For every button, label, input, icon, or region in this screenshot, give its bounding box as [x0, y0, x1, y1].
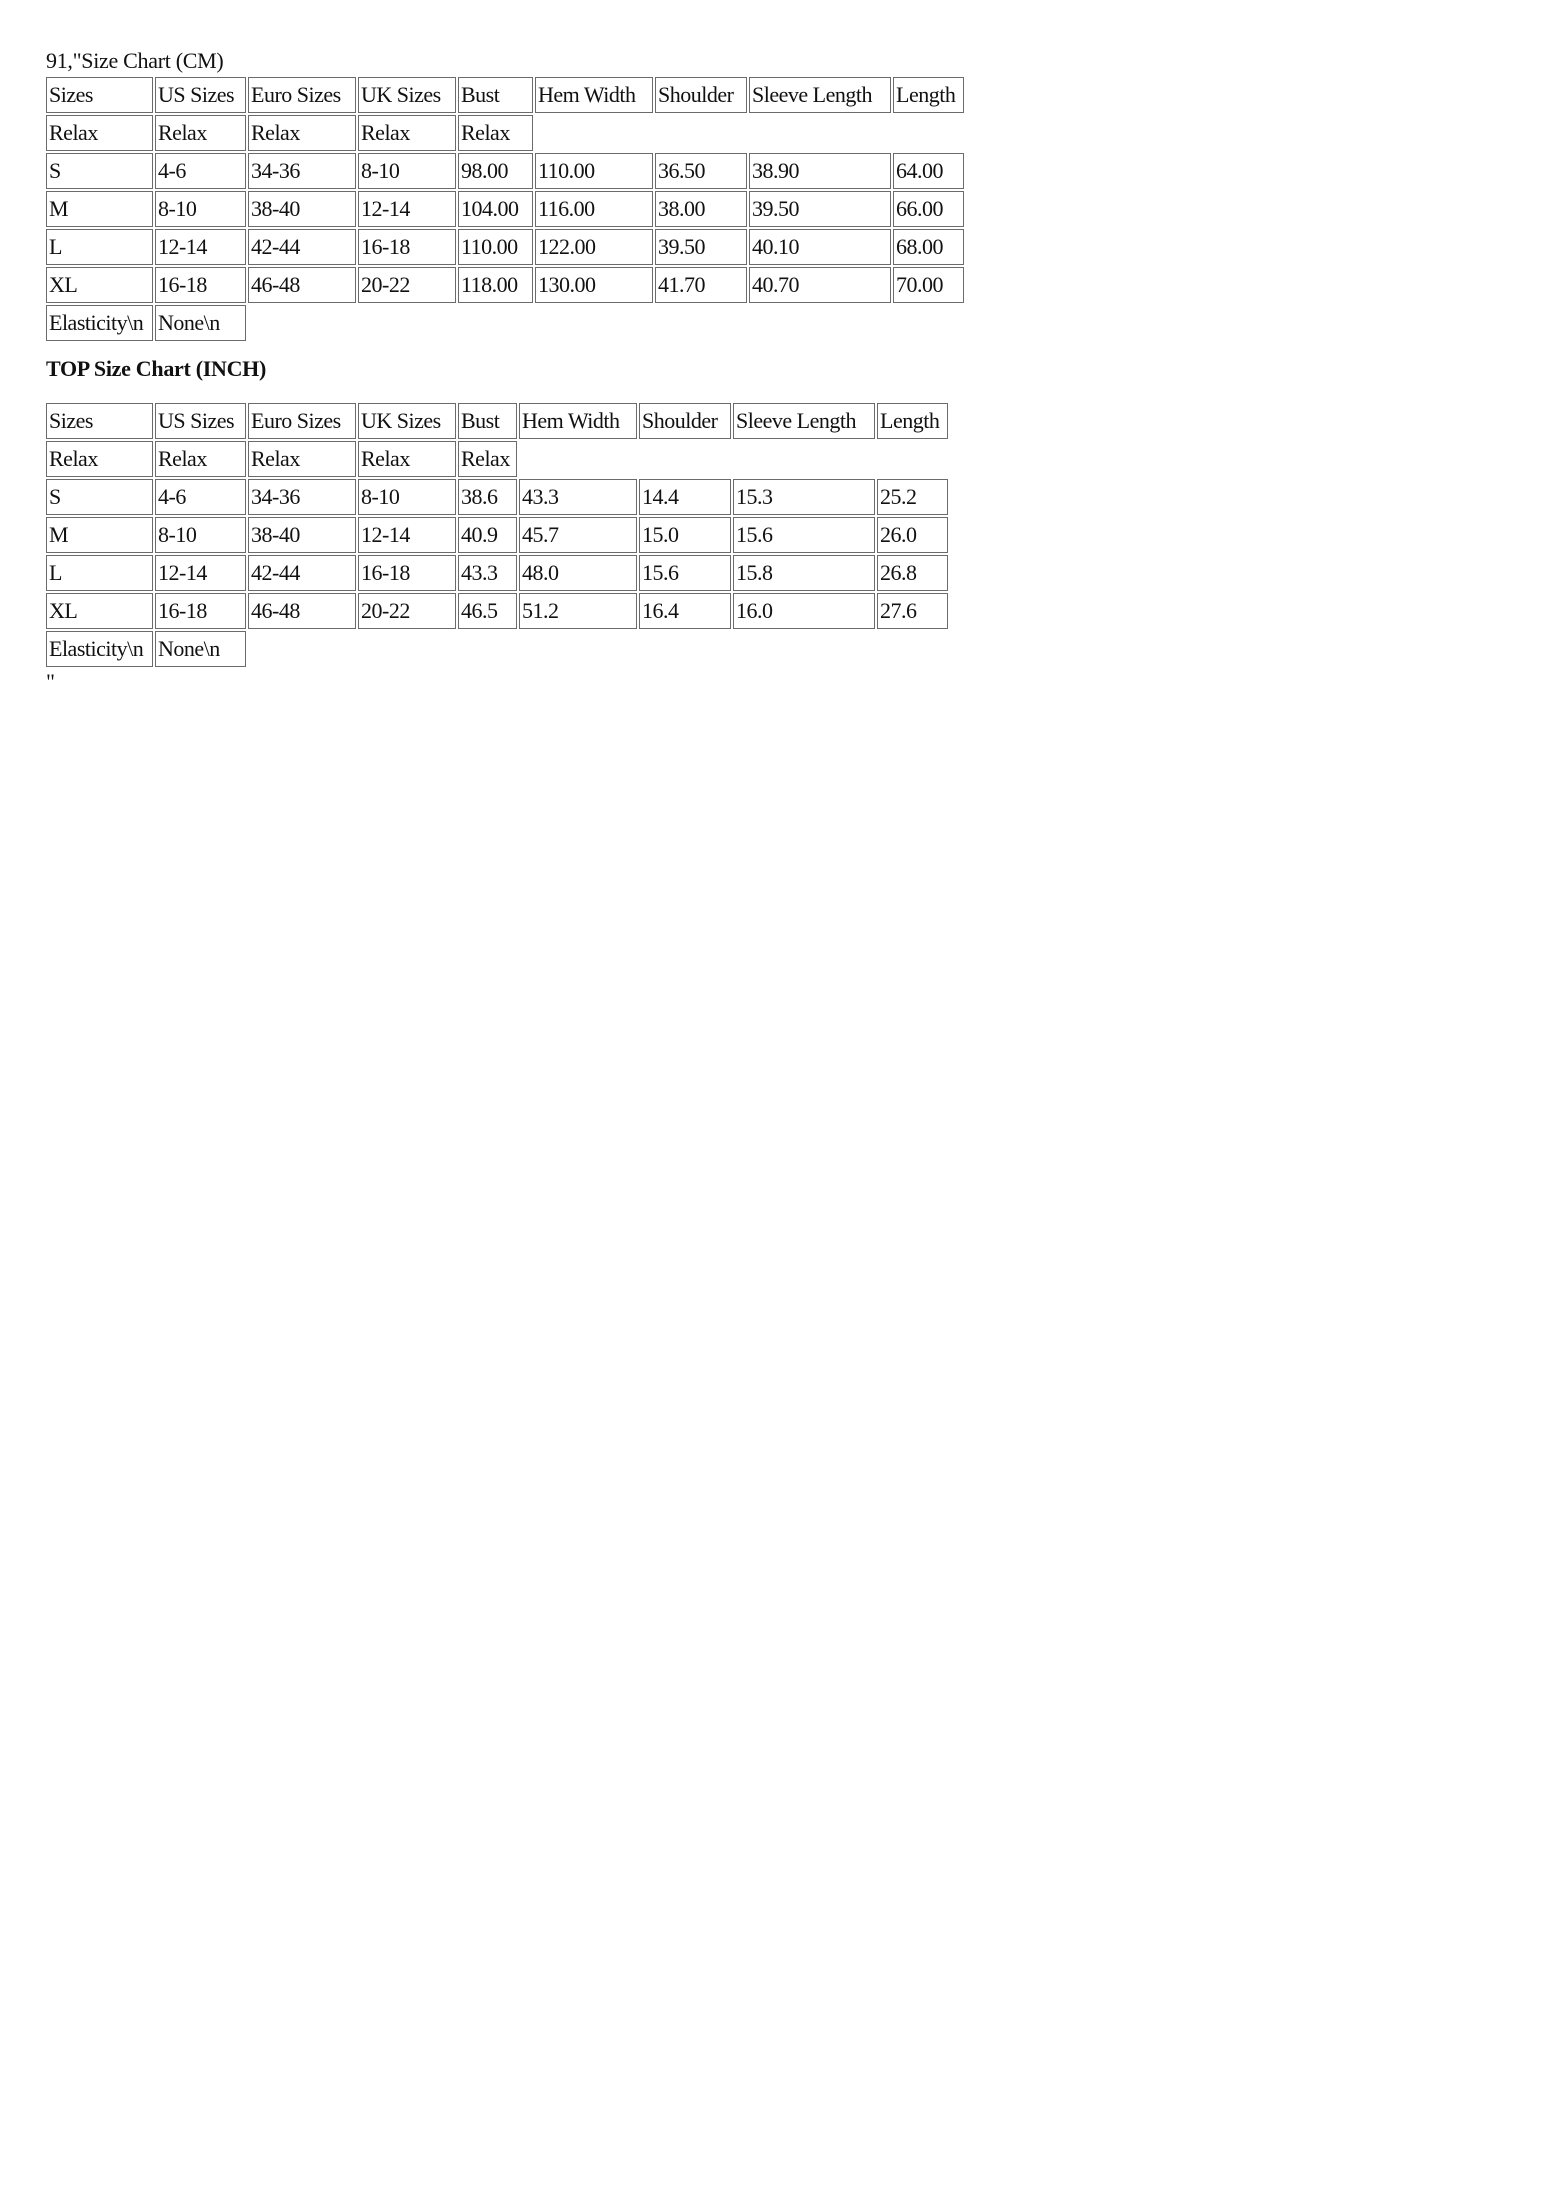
table-cell: Relax — [358, 441, 456, 477]
table-cell: 16.0 — [733, 593, 875, 629]
table-cell: 36.50 — [655, 153, 747, 189]
table-cell: Shoulder — [655, 77, 747, 113]
empty-cell — [749, 305, 891, 341]
table-cell: 34-36 — [248, 479, 356, 515]
size-chart-document — [46, 47, 1046, 693]
table-cell: 8-10 — [358, 479, 456, 515]
table-cell: US Sizes — [155, 77, 246, 113]
table-cell: S — [46, 479, 153, 515]
table-cell: Sizes — [46, 403, 153, 439]
table-row — [46, 479, 948, 515]
table-cell: Relax — [458, 441, 517, 477]
table-cell: Elasticity\n — [46, 305, 153, 341]
table-cell: 48.0 — [519, 555, 637, 591]
table-cell: 16-18 — [155, 593, 246, 629]
table-cell: 42-44 — [248, 229, 356, 265]
empty-cell — [535, 305, 653, 341]
inch-size-table — [44, 401, 950, 669]
relax-row — [46, 441, 948, 477]
table-cell: 116.00 — [535, 191, 653, 227]
empty-cell — [535, 115, 653, 151]
empty-cell — [893, 305, 964, 341]
table-row — [46, 229, 964, 265]
table-cell: 40.9 — [458, 517, 517, 553]
header-row — [46, 77, 964, 113]
table-cell: 25.2 — [877, 479, 948, 515]
table-cell: Shoulder — [639, 403, 731, 439]
table-cell: 46-48 — [248, 267, 356, 303]
table-cell: Sizes — [46, 77, 153, 113]
table-cell: L — [46, 229, 153, 265]
table-cell: 15.6 — [733, 517, 875, 553]
table-cell: Relax — [46, 115, 153, 151]
table-cell: Relax — [358, 115, 456, 151]
table-cell: 38.00 — [655, 191, 747, 227]
empty-cell — [639, 631, 731, 667]
table-row — [46, 517, 948, 553]
table-row — [46, 593, 948, 629]
table-cell: None\n — [155, 305, 246, 341]
table-cell: Euro Sizes — [248, 403, 356, 439]
table-cell: 64.00 — [893, 153, 964, 189]
table-cell: 15.0 — [639, 517, 731, 553]
table-cell: Sleeve Length — [733, 403, 875, 439]
table-cell: 8-10 — [358, 153, 456, 189]
table-cell: 16-18 — [358, 229, 456, 265]
table-cell: 130.00 — [535, 267, 653, 303]
table-cell: 8-10 — [155, 191, 246, 227]
empty-cell — [458, 305, 533, 341]
table-cell: 45.7 — [519, 517, 637, 553]
table-cell: Elasticity\n — [46, 631, 153, 667]
table-cell: Euro Sizes — [248, 77, 356, 113]
table-cell: 26.0 — [877, 517, 948, 553]
trailing-quote: " — [46, 669, 55, 694]
table-cell: 38.6 — [458, 479, 517, 515]
table-cell: UK Sizes — [358, 403, 456, 439]
empty-cell — [358, 305, 456, 341]
empty-cell — [733, 631, 875, 667]
table-cell: 12-14 — [155, 229, 246, 265]
table-cell: Hem Width — [519, 403, 637, 439]
table-cell: 16-18 — [358, 555, 456, 591]
empty-cell — [655, 305, 747, 341]
table-cell: 12-14 — [358, 517, 456, 553]
table-cell: Relax — [458, 115, 533, 151]
table-cell: XL — [46, 593, 153, 629]
table-cell: 15.6 — [639, 555, 731, 591]
table-cell: 16.4 — [639, 593, 731, 629]
empty-cell — [248, 305, 356, 341]
table-cell: M — [46, 191, 153, 227]
empty-cell — [893, 115, 964, 151]
table-cell: 15.8 — [733, 555, 875, 591]
elasticity-row — [46, 631, 948, 667]
table-cell: 46-48 — [248, 593, 356, 629]
table-cell: 38-40 — [248, 517, 356, 553]
cm-chart-title: 91,"Size Chart (CM) — [46, 48, 224, 73]
table-cell: 68.00 — [893, 229, 964, 265]
table-row — [46, 267, 964, 303]
table-cell: 12-14 — [358, 191, 456, 227]
cm-size-table — [44, 75, 966, 343]
table-cell: 70.00 — [893, 267, 964, 303]
table-cell: 40.10 — [749, 229, 891, 265]
empty-cell — [877, 631, 948, 667]
table-cell: S — [46, 153, 153, 189]
header-row — [46, 403, 948, 439]
table-cell: US Sizes — [155, 403, 246, 439]
empty-cell — [639, 441, 731, 477]
table-cell: 38.90 — [749, 153, 891, 189]
table-cell: Length — [893, 77, 964, 113]
table-cell: Bust — [458, 77, 533, 113]
empty-cell — [519, 631, 637, 667]
table-cell: 98.00 — [458, 153, 533, 189]
table-cell: 20-22 — [358, 593, 456, 629]
table-cell: 4-6 — [155, 479, 246, 515]
table-cell: 16-18 — [155, 267, 246, 303]
table-cell: 39.50 — [749, 191, 891, 227]
table-cell: Relax — [248, 441, 356, 477]
empty-cell — [519, 441, 637, 477]
table-cell: 41.70 — [655, 267, 747, 303]
table-cell: None\n — [155, 631, 246, 667]
table-cell: Relax — [46, 441, 153, 477]
table-cell: 20-22 — [358, 267, 456, 303]
table-cell: 110.00 — [535, 153, 653, 189]
table-cell: Length — [877, 403, 948, 439]
table-cell: 14.4 — [639, 479, 731, 515]
table-cell: 110.00 — [458, 229, 533, 265]
table-cell: M — [46, 517, 153, 553]
table-cell: 122.00 — [535, 229, 653, 265]
table-row — [46, 153, 964, 189]
empty-cell — [655, 115, 747, 151]
table-cell: Sleeve Length — [749, 77, 891, 113]
table-cell: 40.70 — [749, 267, 891, 303]
table-cell: XL — [46, 267, 153, 303]
table-cell: 43.3 — [458, 555, 517, 591]
table-cell: UK Sizes — [358, 77, 456, 113]
table-cell: Relax — [155, 441, 246, 477]
table-cell: Bust — [458, 403, 517, 439]
table-cell: 51.2 — [519, 593, 637, 629]
table-cell: 34-36 — [248, 153, 356, 189]
table-cell: L — [46, 555, 153, 591]
table-cell: 27.6 — [877, 593, 948, 629]
table-cell: 104.00 — [458, 191, 533, 227]
table-cell: 8-10 — [155, 517, 246, 553]
table-cell: Relax — [248, 115, 356, 151]
table-cell: 118.00 — [458, 267, 533, 303]
table-cell: 12-14 — [155, 555, 246, 591]
inch-chart-title: TOP Size Chart (INCH) — [46, 356, 267, 381]
empty-cell — [358, 631, 456, 667]
table-cell: Hem Width — [535, 77, 653, 113]
table-cell: Relax — [155, 115, 246, 151]
empty-cell — [248, 631, 356, 667]
table-cell: 15.3 — [733, 479, 875, 515]
table-row — [46, 191, 964, 227]
relax-row — [46, 115, 964, 151]
elasticity-row — [46, 305, 964, 341]
empty-cell — [749, 115, 891, 151]
empty-cell — [877, 441, 948, 477]
empty-cell — [733, 441, 875, 477]
table-cell: 43.3 — [519, 479, 637, 515]
table-cell: 42-44 — [248, 555, 356, 591]
table-cell: 39.50 — [655, 229, 747, 265]
empty-cell — [458, 631, 517, 667]
table-cell: 4-6 — [155, 153, 246, 189]
table-cell: 66.00 — [893, 191, 964, 227]
table-cell: 26.8 — [877, 555, 948, 591]
table-cell: 38-40 — [248, 191, 356, 227]
table-row — [46, 555, 948, 591]
table-cell: 46.5 — [458, 593, 517, 629]
